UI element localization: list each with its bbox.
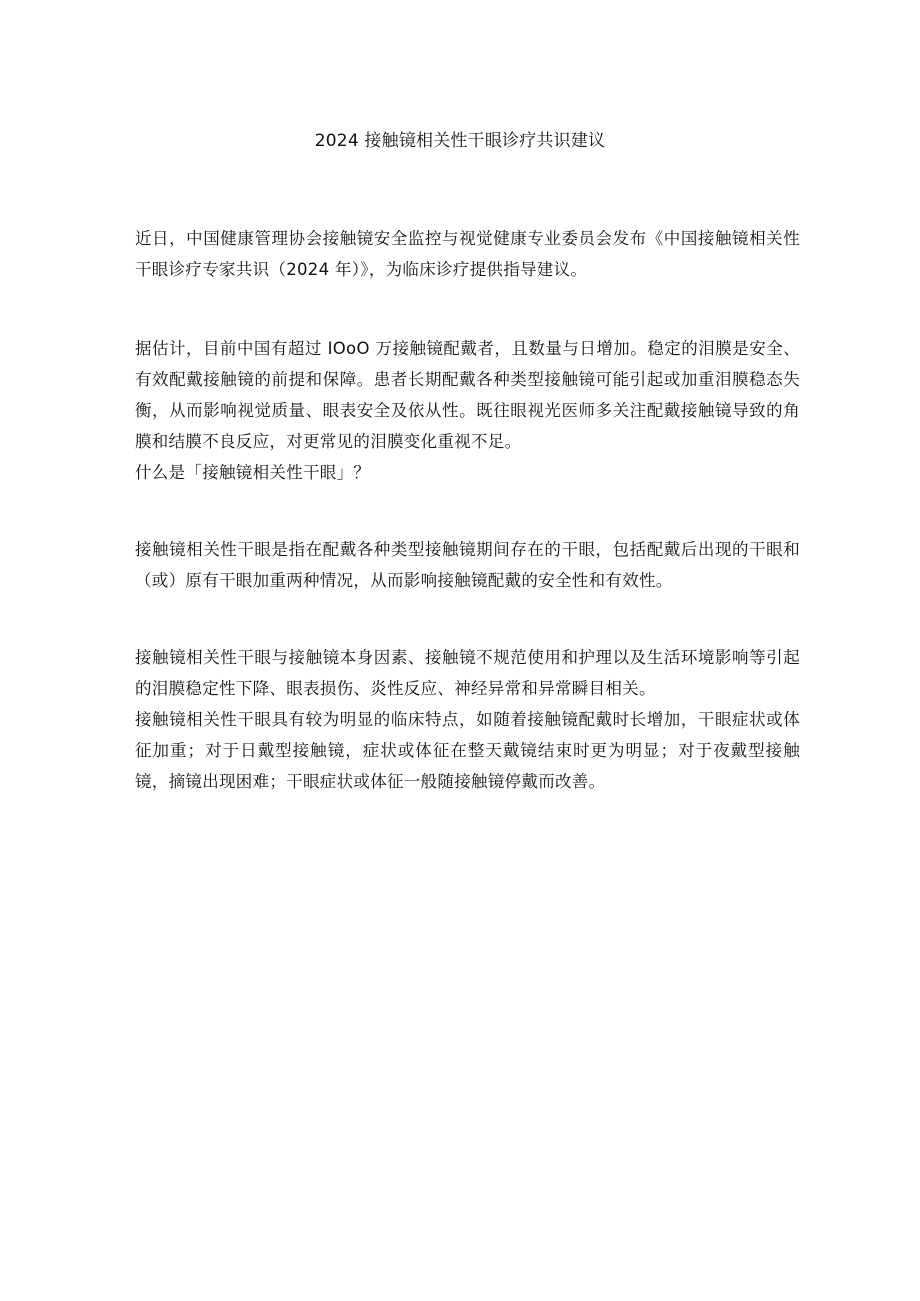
paragraph-clinical-features: 接触镜相关性干眼具有较为明显的临床特点，如随着接触镜配戴时长增加，干眼症状或体征加重；对于日戴型接触镜，症状或体征在整天戴镜结束时更为明显；对于夜戴型接触镜，摘镜出现困难；干眼症状或体征一般随接触镜停戴而改善。 <box>135 710 800 791</box>
paragraph-causes: 接触镜相关性干眼与接触镜本身因素、接触镜不规范使用和护理以及生活环境影响等引起的泪膜稳定性下降、眼表损伤、炎性反应、神经异常和异常瞬目相关。 <box>135 648 800 698</box>
paragraph-intro: 近日，中国健康管理协会接触镜安全监控与视觉健康专业委员会发布《中国接触镜相关性干眼诊疗专家共识（2024 年）》，为临床诊疗提供指导建议。 <box>135 229 800 279</box>
document-title: 2024 接触镜相关性干眼诊疗共识建议 <box>314 131 606 151</box>
section-question: 什么是「接触镜相关性干眼」？ <box>135 463 371 482</box>
paragraph-background: 据估计，目前中国有超过 IOoO 万接触镜配戴者，且数量与日增加。稳定的泪膜是安全、有效配戴接触镜的前提和保障。患者长期配戴各种类型接触镜可能引起或加重泪膜稳态失衡，从而影响视觉质量、眼表安全及依从性。既往眼视光医师多关注配戴接触镜导致的角膜和结膜不良反应，对更常见的泪膜变化重视不足。 <box>135 339 800 451</box>
paragraph-definition: 接触镜相关性干眼是指在配戴各种类型接触镜期间存在的干眼，包括配戴后出现的干眼和（或）原有干眼加重两种情况，从而影响接触镜配戴的安全性和有效性。 <box>135 540 800 590</box>
document-body <box>135 223 800 797</box>
